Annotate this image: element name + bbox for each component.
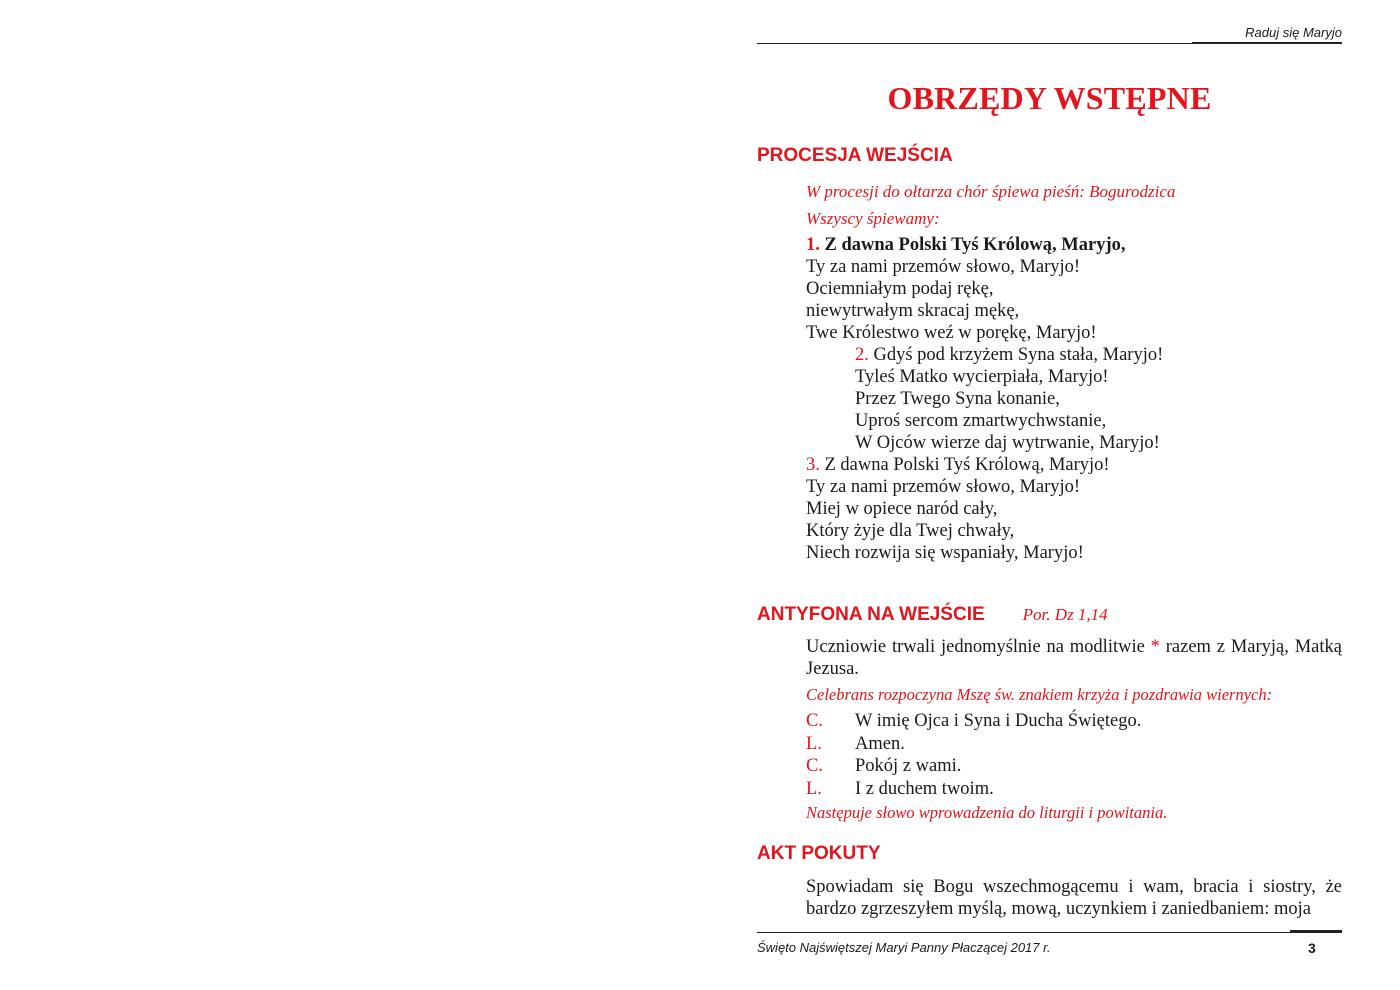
header-rule-accent bbox=[1192, 42, 1342, 44]
page-number: 3 bbox=[1308, 940, 1316, 956]
rubric-all-sing: Wszyscy śpiewamy: bbox=[806, 209, 940, 228]
verse-line: Twe Królestwo weź w porękę, Maryjo! bbox=[806, 323, 1097, 343]
speaker: L. bbox=[806, 733, 822, 754]
verse-line: Tyleś Matko wycierpiała, Maryjo! bbox=[855, 367, 1109, 387]
verse-1-first-line: 1. Z dawna Polski Tyś Królową, Maryjo, bbox=[806, 235, 1126, 255]
footer-rule-accent bbox=[1290, 930, 1342, 932]
verse-line: Przez Twego Syna konanie, bbox=[855, 389, 1060, 409]
antiphon-text: Uczniowie trwali jednomyślnie na modlitwie * razem z Maryją, Matką Jezusa. bbox=[806, 637, 1342, 679]
response: I z duchem twoim. bbox=[855, 778, 994, 799]
verse-2-first-line: 2. Gdyś pod krzyżem Syna stała, Maryjo! bbox=[855, 345, 1164, 365]
speaker: C. bbox=[806, 756, 823, 776]
dialog-row bbox=[806, 778, 1141, 801]
verse-line: Miej w opiece naród cały, bbox=[806, 499, 998, 519]
verse-line: niewytrwałym skracaj mękę, bbox=[806, 301, 1020, 321]
confiteor-text: Spowiadam się Bogu wszechmogącemu i wam, bracia i siostry, że bardzo zgrzeszyłem myślą, mową, uczynkiem i zaniedbaniem: moja bbox=[806, 877, 1342, 919]
rubric-celebrant: Celebrans rozpoczyna Mszę św. znakiem krzyża i pozdrawia wiernych: bbox=[806, 685, 1273, 704]
section-heading-penitential: AKT POKUTY bbox=[757, 843, 881, 864]
section-heading-procession: PROCESJA WEJŚCIA bbox=[757, 145, 953, 166]
hymn-verses bbox=[806, 234, 1163, 564]
verse-line: Uproś sercom zmartwychwstanie, bbox=[855, 411, 1107, 431]
rubric-introduction: Następuje słowo wprowadzenia do liturgii i powitania. bbox=[806, 803, 1168, 822]
dialog bbox=[806, 710, 1141, 800]
verse-3-first-line: 3. Z dawna Polski Tyś Królową, Maryjo! bbox=[806, 455, 1110, 475]
verse-number: 2. bbox=[855, 345, 869, 365]
footer-rule bbox=[757, 932, 1342, 933]
running-header: Raduj się Maryjo bbox=[1245, 25, 1342, 40]
dialog-row bbox=[806, 733, 1141, 756]
dialog-row bbox=[806, 710, 1141, 733]
verse-line: Ociemniałym podaj rękę, bbox=[806, 279, 994, 299]
verse-number: 1. bbox=[806, 235, 820, 255]
page-title: OBRZĘDY WSTĘPNE bbox=[887, 80, 1212, 116]
rubric-procession: W procesji do ołtarza chór śpiewa pieśń: Bogurodzica bbox=[806, 182, 1176, 201]
antiphon-heading-row bbox=[757, 604, 1108, 626]
response: Amen. bbox=[855, 733, 905, 754]
speaker: C. bbox=[806, 711, 823, 731]
speaker: L. bbox=[806, 778, 822, 799]
verse-line: Ty za nami przemów słowo, Maryjo! bbox=[806, 477, 1081, 497]
response: W imię Ojca i Syna i Ducha Świętego. bbox=[855, 711, 1142, 731]
scripture-reference: Por. Dz 1,14 bbox=[1022, 605, 1108, 624]
verse-number: 3. bbox=[806, 455, 820, 475]
running-footer: Święto Najświętszej Maryi Panny Płaczącej 2017 r. bbox=[757, 940, 1051, 955]
dialog-row bbox=[806, 755, 1141, 778]
verse-line: Ty za nami przemów słowo, Maryjo! bbox=[806, 257, 1081, 277]
response: Pokój z wami. bbox=[855, 756, 962, 776]
verse-line: W Ojców wierze daj wytrwanie, Maryjo! bbox=[855, 433, 1160, 453]
asterisk: * bbox=[1150, 637, 1160, 657]
section-heading-antiphon: ANTYFONA NA WEJŚCIE bbox=[757, 604, 985, 625]
verse-line: Niech rozwija się wspaniały, Maryjo! bbox=[806, 543, 1084, 563]
verse-line: Który żyje dla Twej chwały, bbox=[806, 521, 1015, 541]
